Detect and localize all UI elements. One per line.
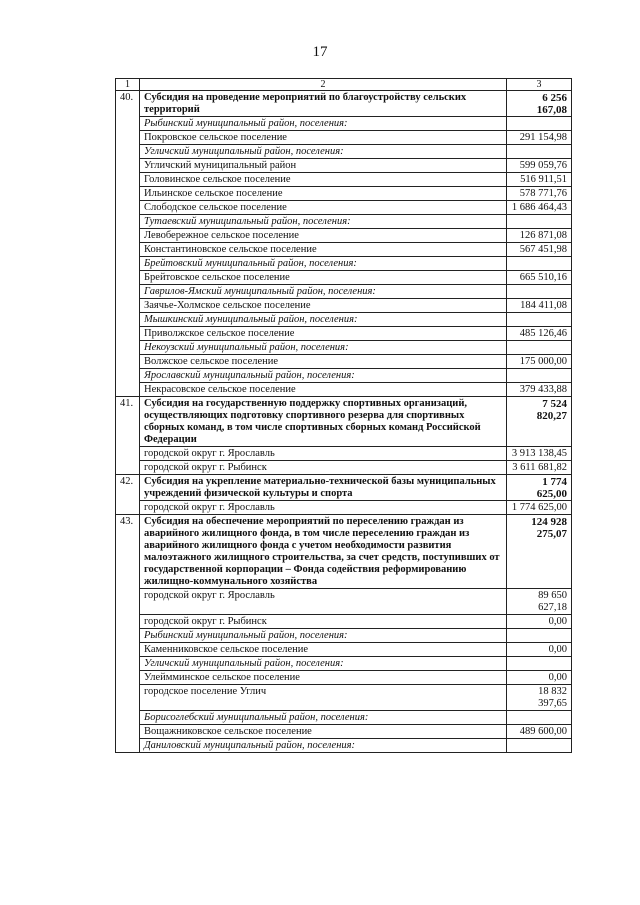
recipient-name: Некрасовское сельское поселение <box>140 383 507 397</box>
table-row <box>116 501 572 515</box>
subsidy-total: 1 774 625,00 <box>507 475 572 501</box>
amount-cell <box>507 215 572 229</box>
table-row <box>116 117 572 131</box>
amount-cell <box>507 313 572 327</box>
table-row <box>116 615 572 629</box>
table-row <box>116 271 572 285</box>
amount-cell: 485 126,46 <box>507 327 572 341</box>
amount-cell: 379 433,88 <box>507 383 572 397</box>
recipient-name: Константиновское сельское поселение <box>140 243 507 257</box>
table-row <box>116 447 572 461</box>
table-row <box>116 643 572 657</box>
table-row <box>116 327 572 341</box>
amount-cell: 489 600,00 <box>507 725 572 739</box>
table-row <box>116 671 572 685</box>
subsidy-title: Субсидия на обеспечение мероприятий по переселению граждан из аварийного жилищного фонда, в том числе переселению граждан из аварийного жилищного фонда с учетом необходимости развития малоэтажного жилищного строительства, за счет средств, поступивших от государственной корпорации – Фонда содействия реформированию жилищно-коммунального хозяйства <box>140 515 507 589</box>
row-number: 41. <box>116 397 140 475</box>
amount-cell: 567 451,98 <box>507 243 572 257</box>
recipient-name: Каменниковское сельское поселение <box>140 643 507 657</box>
amount-cell: 516 911,51 <box>507 173 572 187</box>
amount-cell <box>507 341 572 355</box>
recipient-name: Ильинское сельское поселение <box>140 187 507 201</box>
table-row <box>116 685 572 711</box>
header-col-3: 3 <box>507 79 572 91</box>
table-row <box>116 725 572 739</box>
region-heading: Некоузский муниципальный район, поселения: <box>140 341 507 355</box>
page-number: 17 <box>312 44 328 60</box>
table-row <box>116 355 572 369</box>
table-header-row <box>116 79 572 91</box>
recipient-name: городской округ г. Ярославль <box>140 447 507 461</box>
recipient-name: городской округ г. Рыбинск <box>140 615 507 629</box>
table-row <box>116 369 572 383</box>
recipient-name: городской округ г. Ярославль <box>140 501 507 515</box>
recipient-name: Вощажниковское сельское поселение <box>140 725 507 739</box>
region-heading: Тутаевский муниципальный район, поселения: <box>140 215 507 229</box>
amount-cell: 184 411,08 <box>507 299 572 313</box>
region-heading: Ярославский муниципальный район, поселения: <box>140 369 507 383</box>
subsidy-total: 6 256 167,08 <box>507 91 572 117</box>
table-row <box>116 299 572 313</box>
table-row <box>116 711 572 725</box>
region-heading: Даниловский муниципальный район, поселения: <box>140 739 507 753</box>
table-row <box>116 145 572 159</box>
row-number: 43. <box>116 515 140 753</box>
table-row <box>116 397 572 447</box>
table-row <box>116 243 572 257</box>
table-row <box>116 173 572 187</box>
table-row <box>116 201 572 215</box>
recipient-name: Покровское сельское поселение <box>140 131 507 145</box>
amount-cell <box>507 739 572 753</box>
table-row <box>116 461 572 475</box>
recipient-name: городской округ г. Ярославль <box>140 589 507 615</box>
table-row <box>116 475 572 501</box>
header-col-1: 1 <box>116 79 140 91</box>
table-row <box>116 629 572 643</box>
recipient-name: Заячье-Холмское сельское поселение <box>140 299 507 313</box>
table-row <box>116 215 572 229</box>
amount-cell: 1 774 625,00 <box>507 501 572 515</box>
amount-cell <box>507 145 572 159</box>
recipient-name: городской округ г. Рыбинск <box>140 461 507 475</box>
table-row <box>116 515 572 589</box>
amount-cell: 126 871,08 <box>507 229 572 243</box>
recipient-name: городское поселение Углич <box>140 685 507 711</box>
recipient-name: Приволжское сельское поселение <box>140 327 507 341</box>
recipient-name: Слободское сельское поселение <box>140 201 507 215</box>
amount-cell <box>507 711 572 725</box>
subsidy-table <box>115 78 572 753</box>
header-col-2: 2 <box>140 79 507 91</box>
amount-cell: 18 832 397,65 <box>507 685 572 711</box>
region-heading: Рыбинский муниципальный район, поселения: <box>140 629 507 643</box>
table-row <box>116 91 572 117</box>
region-heading: Борисоглебский муниципальный район, поселения: <box>140 711 507 725</box>
region-heading: Рыбинский муниципальный район, поселения: <box>140 117 507 131</box>
subsidy-total: 7 524 820,27 <box>507 397 572 447</box>
table-row <box>116 313 572 327</box>
amount-cell: 1 686 464,43 <box>507 201 572 215</box>
region-heading: Мышкинский муниципальный район, поселения: <box>140 313 507 327</box>
table-row <box>116 131 572 145</box>
amount-cell: 0,00 <box>507 643 572 657</box>
amount-cell: 599 059,76 <box>507 159 572 173</box>
table-row <box>116 383 572 397</box>
subsidy-title: Субсидия на укрепление материально-технической базы муниципальных учреждений физической культуры и спорта <box>140 475 507 501</box>
table-row <box>116 257 572 271</box>
amount-cell <box>507 285 572 299</box>
table-row <box>116 657 572 671</box>
amount-cell: 291 154,98 <box>507 131 572 145</box>
region-heading: Угличский муниципальный район, поселения: <box>140 657 507 671</box>
table-row <box>116 229 572 243</box>
subsidy-title: Субсидия на проведение мероприятий по благоустройству сельских территорий <box>140 91 507 117</box>
region-heading: Угличский муниципальный район, поселения: <box>140 145 507 159</box>
recipient-name: Брейтовское сельское поселение <box>140 271 507 285</box>
amount-cell <box>507 629 572 643</box>
amount-cell: 89 650 627,18 <box>507 589 572 615</box>
amount-cell: 3 611 681,82 <box>507 461 572 475</box>
recipient-name: Волжское сельское поселение <box>140 355 507 369</box>
table-row <box>116 187 572 201</box>
amount-cell: 578 771,76 <box>507 187 572 201</box>
amount-cell: 0,00 <box>507 615 572 629</box>
row-number: 40. <box>116 91 140 397</box>
recipient-name: Левобережное сельское поселение <box>140 229 507 243</box>
amount-cell <box>507 117 572 131</box>
amount-cell: 0,00 <box>507 671 572 685</box>
row-number: 42. <box>116 475 140 515</box>
amount-cell <box>507 257 572 271</box>
subsidy-total: 124 928 275,07 <box>507 515 572 589</box>
recipient-name: Головинское сельское поселение <box>140 173 507 187</box>
table-row <box>116 159 572 173</box>
table-row <box>116 285 572 299</box>
region-heading: Гаврилов-Ямский муниципальный район, поселения: <box>140 285 507 299</box>
region-heading: Брейтовский муниципальный район, поселения: <box>140 257 507 271</box>
amount-cell: 175 000,00 <box>507 355 572 369</box>
amount-cell: 665 510,16 <box>507 271 572 285</box>
subsidy-title: Субсидия на государственную поддержку спортивных организаций, осуществляющих подготовку спортивного резерва для спортивных сборных команд, в том числе спортивных сборных команд Российской Федерации <box>140 397 507 447</box>
recipient-name: Улеймминское сельское поселение <box>140 671 507 685</box>
table-row <box>116 739 572 753</box>
amount-cell <box>507 369 572 383</box>
table-row <box>116 341 572 355</box>
recipient-name: Угличский муниципальный район <box>140 159 507 173</box>
table-row <box>116 589 572 615</box>
amount-cell: 3 913 138,45 <box>507 447 572 461</box>
amount-cell <box>507 657 572 671</box>
